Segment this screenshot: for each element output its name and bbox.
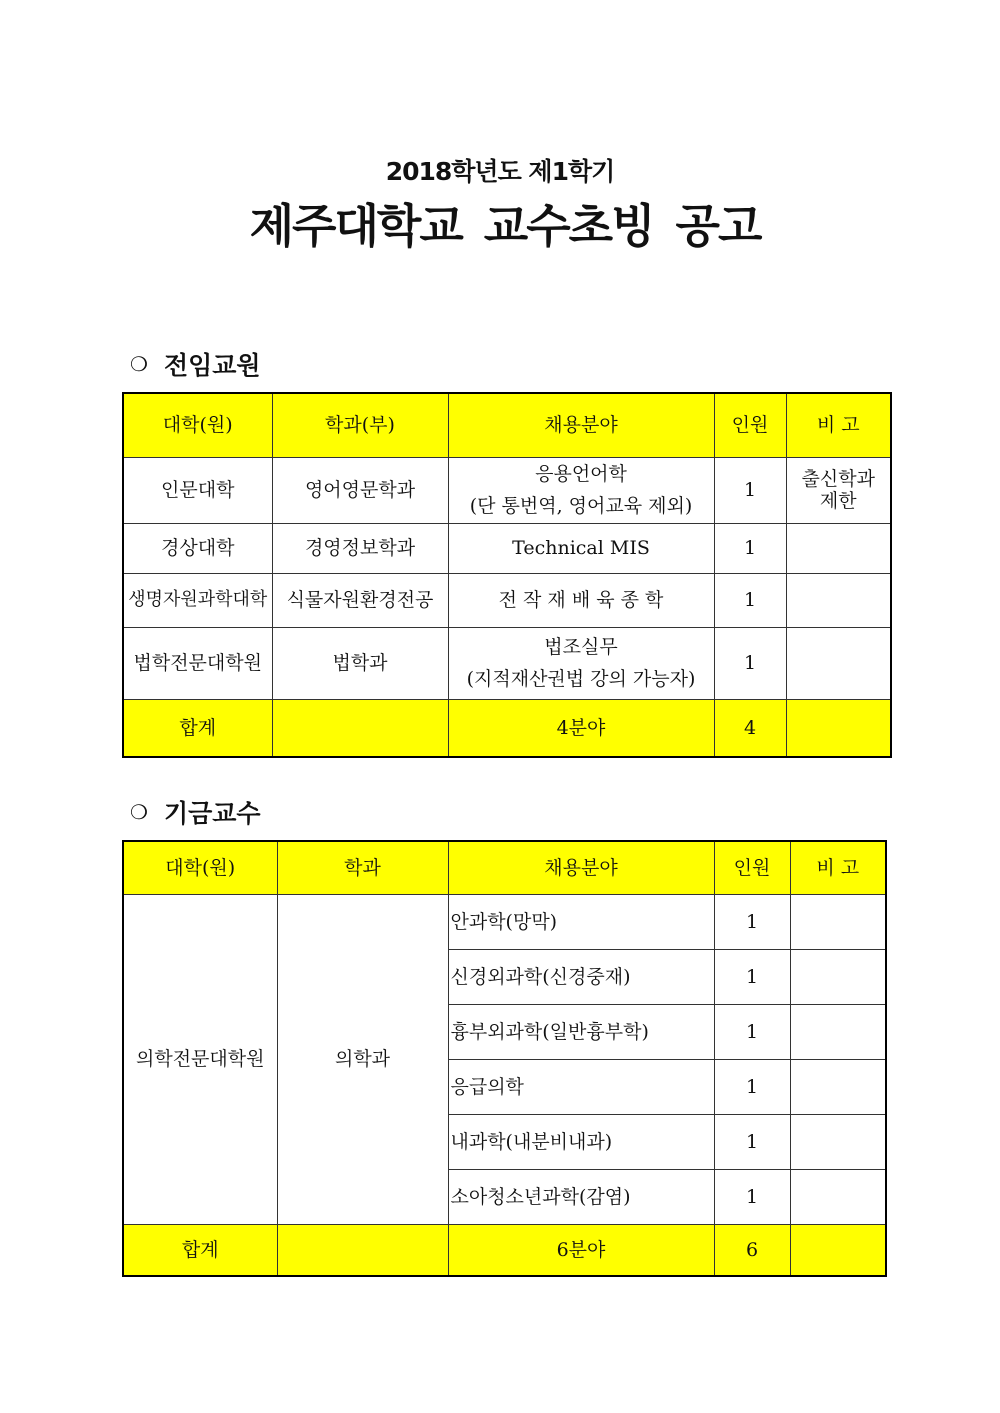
college-cell: 경상대학 bbox=[123, 523, 272, 573]
announcement-title: 제주대학교 교수초빙 공고 bbox=[249, 199, 761, 253]
total-note bbox=[790, 1224, 886, 1276]
count-cell: 1 bbox=[714, 949, 790, 1004]
column-header: 채용분야 bbox=[448, 393, 714, 457]
fund-faculty-table bbox=[122, 840, 887, 1277]
note-cell bbox=[790, 1059, 886, 1114]
fulltime-faculty-table bbox=[122, 392, 892, 758]
table-row bbox=[123, 627, 891, 699]
field-line: 응용언어학 bbox=[535, 463, 627, 485]
field-note-line: (지적재산권법 강의 가능자) bbox=[466, 668, 696, 690]
table-row bbox=[123, 573, 891, 627]
column-header: 학과(부) bbox=[272, 393, 448, 457]
note-cell bbox=[786, 523, 891, 573]
dept-cell: 경영정보학과 bbox=[272, 523, 448, 573]
circle-bullet-icon: ❍ bbox=[130, 352, 148, 376]
field-cell: 신경외과학(신경중재) bbox=[448, 949, 714, 1004]
field-cell: 흉부외과학(일반흉부학) bbox=[448, 1004, 714, 1059]
field-cell bbox=[448, 627, 714, 699]
table-row bbox=[123, 523, 891, 573]
column-header: 비 고 bbox=[786, 393, 891, 457]
count-cell: 1 bbox=[714, 573, 786, 627]
count-cell: 1 bbox=[714, 894, 790, 949]
field-line: 법조실무 bbox=[544, 636, 618, 658]
table-row bbox=[123, 894, 886, 949]
note-cell bbox=[790, 1114, 886, 1169]
note-cell bbox=[790, 894, 886, 949]
college-cell: 생명자원과학대학 bbox=[123, 573, 272, 627]
total-label: 합계 bbox=[123, 1224, 277, 1276]
count-cell: 1 bbox=[714, 627, 786, 699]
column-header: 학과 bbox=[277, 841, 448, 894]
college-cell: 법학전문대학원 bbox=[123, 627, 272, 699]
table-header-row bbox=[123, 841, 886, 894]
field-cell bbox=[448, 457, 714, 523]
section-heading-fund bbox=[130, 794, 261, 830]
count-cell: 1 bbox=[714, 1114, 790, 1169]
field-cell: 소아청소년과학(감염) bbox=[448, 1169, 714, 1224]
dept-cell: 법학과 bbox=[272, 627, 448, 699]
section-title: 기금교수 bbox=[163, 799, 261, 828]
section-title: 전임교원 bbox=[163, 351, 261, 380]
note-cell bbox=[790, 1004, 886, 1059]
total-label: 합계 bbox=[123, 699, 272, 757]
total-field: 6분야 bbox=[448, 1224, 714, 1276]
total-dept bbox=[272, 699, 448, 757]
field-cell: 안과학(망막) bbox=[448, 894, 714, 949]
column-header: 비 고 bbox=[790, 841, 886, 894]
total-count: 4 bbox=[714, 699, 786, 757]
note-line: 제한 bbox=[819, 490, 857, 512]
note-line: 출신학과 bbox=[801, 468, 875, 490]
note-cell bbox=[786, 457, 891, 523]
field-cell: 응급의학 bbox=[448, 1059, 714, 1114]
total-field: 4분야 bbox=[448, 699, 714, 757]
column-header: 인원 bbox=[714, 841, 790, 894]
count-cell: 1 bbox=[714, 1059, 790, 1114]
total-count: 6 bbox=[714, 1224, 790, 1276]
dept-cell: 의학과 bbox=[277, 894, 448, 1224]
field-cell: 내과학(내분비내과) bbox=[448, 1114, 714, 1169]
college-cell: 의학전문대학원 bbox=[123, 894, 277, 1224]
total-dept bbox=[277, 1224, 448, 1276]
column-header: 인원 bbox=[714, 393, 786, 457]
total-row bbox=[123, 699, 891, 757]
field-note-line: (단 통번역, 영어교육 제외) bbox=[469, 495, 693, 517]
college-cell: 인문대학 bbox=[123, 457, 272, 523]
column-header: 대학(원) bbox=[123, 841, 277, 894]
count-cell: 1 bbox=[714, 1169, 790, 1224]
count-cell: 1 bbox=[714, 457, 786, 523]
note-cell bbox=[790, 949, 886, 1004]
note-cell bbox=[786, 573, 891, 627]
total-note bbox=[786, 699, 891, 757]
table-header-row bbox=[123, 393, 891, 457]
dept-cell: 식물자원환경전공 bbox=[272, 573, 448, 627]
section-heading-fulltime bbox=[130, 346, 261, 382]
field-cell: Technical MIS bbox=[448, 523, 714, 573]
count-cell: 1 bbox=[714, 523, 786, 573]
field-cell: 전 작 재 배 육 종 학 bbox=[448, 573, 714, 627]
column-header: 채용분야 bbox=[448, 841, 714, 894]
circle-bullet-icon: ❍ bbox=[130, 800, 148, 824]
announcement-subtitle: 2018학년도 제1학기 bbox=[385, 157, 615, 186]
note-cell bbox=[786, 627, 891, 699]
table-row bbox=[123, 457, 891, 523]
total-row bbox=[123, 1224, 886, 1276]
column-header: 대학(원) bbox=[123, 393, 272, 457]
count-cell: 1 bbox=[714, 1004, 790, 1059]
note-cell bbox=[790, 1169, 886, 1224]
dept-cell: 영어영문학과 bbox=[272, 457, 448, 523]
